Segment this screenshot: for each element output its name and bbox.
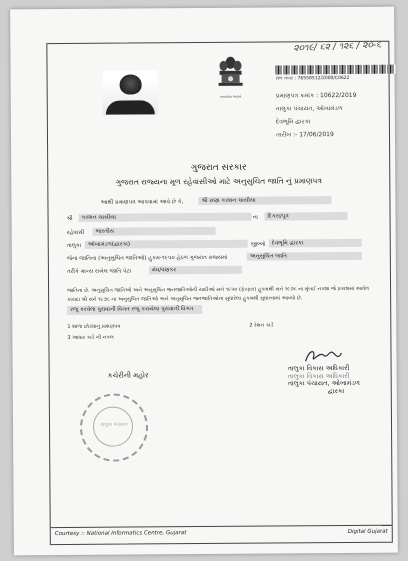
office-seal-label: કચેરીની મહોર [107, 371, 149, 380]
certificate-title: ગુજરાત રાજ્યના મૂળ રહેવાસીઓ માટે અનુસુચિત જાતિ નું પ્રમાણપત્ર [115, 176, 322, 187]
round-office-stamp [80, 393, 148, 461]
issuing-office: તાલુકા પંચાયત, ઓખામંડળ [275, 105, 343, 113]
signature [303, 347, 343, 365]
certificate-number: પ્રમાણપત્ર ક્રમાંક : 10622/2019 [275, 91, 357, 100]
photo-shoulders [106, 100, 155, 114]
intro-label: આથી પ્રમાણપત્ર આપવામાં આવે છે કે, [100, 199, 184, 206]
signatory-place: દ્વારકા [327, 386, 345, 395]
photo-head [119, 74, 141, 94]
caste-order-text: જેના જાતિના (અનુસુચિત જાતિઓ) હુકમ-૧૯૫૦ હેઠળ ગુજરાત રાજ્યમાં [66, 254, 228, 262]
issuing-district: દેવભૂમિ દ્વારકા [275, 118, 311, 126]
document-item-3: 3 આધાર કાર્ડ ની નકલ [67, 334, 114, 341]
handwritten-reference: ૨૦૧૯/ ૬૨ / ૧૨૬ / ૨૦-૬ [293, 40, 382, 54]
footer-brand: Digital Gujarat [347, 528, 388, 536]
signatory-title-stamp: તાલુકા વિકાસ અધિકારી [287, 371, 350, 380]
nationality-field: ભારતીય [93, 227, 216, 236]
legal-paragraph: જાતિના છે. અનુસુચિત જાતિઓ અને અનુસુચિત જનજાતિઓની યાદીઓ સને ૧૯૫૦ (ફેરફાર) હુકમથી સને ૧૯૭૬ ના મુંબઈ નક્શા જે પ્રકાશમાં આવેલ કાયદા શ્રી સને ૧૯૭૬ ના અનુસુચિત જાતિઓ અને અનુસુચિત જનજાતિઓના સુધારેલા હુકમથી સુધારવામાં આવ્યો છે. [67, 285, 369, 303]
certificate-frame [46, 41, 392, 545]
relation-field: દિકરા/પુત્ર [265, 212, 348, 221]
issue-date: તારીખ :- 17/06/2019 [275, 131, 334, 139]
signatory-office: તાલુકા પંચાયત, ઓખામંડળ [287, 378, 361, 388]
signatory-title: તાલુકા વિકાસ અધિકારી [287, 363, 350, 373]
taluka-field: ઓખામંડળ(દ્વારકા) [85, 240, 248, 249]
document-item-1: 1 શાળા છોડ્યાનુ પ્રમાણપત્ર [67, 323, 121, 330]
document-sheet [10, 7, 398, 556]
evidence-heading: રજુ કરવેલા પુરાવાની વિગત રજુ કરાયેલા પુરાવાની વિગત [67, 305, 202, 315]
barcode [275, 65, 395, 75]
father-name-field: કરશન ચાસીયા [79, 213, 252, 222]
document-item-2: 2 રેશન કાર્ડ [249, 322, 274, 329]
taluka-label: તાલુકા [66, 242, 82, 249]
district-label: જીલ્લો [250, 241, 266, 248]
applicant-photo [103, 70, 158, 114]
emblem-caption: સત્યમેવ જયતે [219, 94, 242, 99]
resident-label: રહેવાસી [66, 229, 85, 236]
district-field: દેવભૂમિ દ્વારકા [269, 239, 362, 248]
caste-category-field: અનુસુચિત જાતિ [247, 252, 362, 261]
subcaste-label: તરીકે માન્ય રાખેલ જાતિ પેટા [66, 268, 132, 275]
state-emblem-icon [213, 55, 247, 95]
footer-divider [51, 525, 392, 528]
subcaste-field: મેઘ/વણકર [149, 266, 242, 275]
footer-courtesy: Courtesy :: National Informatics Centre, Gujarat [54, 530, 187, 538]
barcode-number: રોલ નંબર : 76558512/2000/C0622 [275, 75, 350, 82]
shri-label: શ્રી [66, 215, 73, 222]
applicant-name-field: શ્રી રાણા કરશન ચાસીયા [198, 196, 331, 205]
stamp-text: તાલુકા પંચાયત [100, 422, 128, 428]
government-title: ગુજરાત સરકાર [190, 162, 247, 174]
son-of-label: ના [252, 214, 259, 221]
signatory-block [288, 365, 398, 396]
